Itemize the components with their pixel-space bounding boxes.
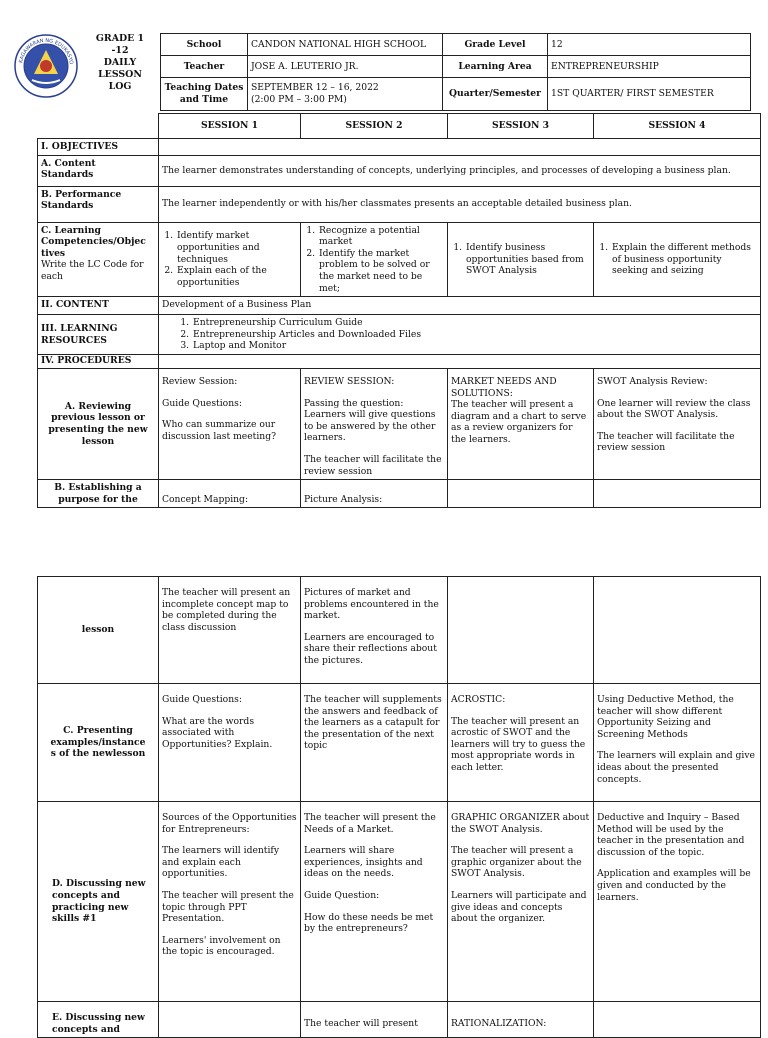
proc-e-session-3: RATIONALIZATION: (448, 1002, 594, 1038)
proc-b-session-4-top (594, 480, 761, 508)
svg-text:KAGAWARAN NG EDUKASYON: KAGAWARAN NG EDUKASYO (18, 37, 74, 65)
lc-session-1: 1. Identify market opportunities and techniques 2. Explain each of the opportunities (159, 222, 301, 297)
learning-competencies-label: C. Learning Competencies/Objec tives Write the LC Code for each (38, 222, 159, 297)
grade-level-label: Grade Level (443, 34, 548, 56)
proc-c-session-3: ACROSTIC: The teacher will present an acrostic of SWOT and the learners will try to guess the most appropriate words in each letter. (448, 684, 594, 802)
performance-standards-label: B. Performance Standards (38, 186, 159, 222)
learning-area-value: ENTREPRENEURSHIP (548, 56, 751, 78)
quarter-value: 1ST QUARTER/ FIRST SEMESTER (548, 78, 751, 111)
lc-session-3: 1. Identify business opportunities based from SWOT Analysis (448, 222, 594, 297)
deped-seal-logo (14, 34, 78, 98)
proc-b-session-2-top: Picture Analysis: (301, 480, 448, 508)
proc-e-session-2: The teacher will present (301, 1002, 448, 1038)
proc-b-label-cont: lesson (38, 577, 159, 684)
proc-a-session-1: Review Session: Guide Questions: Who can summarize our discussion last meeting? (159, 368, 301, 479)
proc-e-session-1 (159, 1002, 301, 1038)
proc-a-session-2: REVIEW SESSION: Passing the question: Learners will give questions to be answered by the other learners. The teacher will facilitate the review session (301, 368, 448, 479)
proc-c-session-4: Using Deductive Method, the teacher will show different Opportunity Seizing and Screening Methods The learners will explain and give ideas about the presented concepts. (594, 684, 761, 802)
lc-session-2: 1. Recognize a potential market 2. Identify the market problem to be solved or the market need to be met; (301, 222, 448, 297)
proc-a-label: A. Reviewing previous lesson or presenting the new lesson (38, 368, 159, 479)
dll-table-page2 (37, 576, 761, 1038)
session-1-header: SESSION 1 (159, 114, 301, 139)
proc-d-label: D. Discussing new concepts and practicing new skills #1 (38, 802, 159, 1002)
objectives-heading: I. OBJECTIVES (38, 139, 159, 156)
procedures-blank (159, 354, 761, 368)
learning-area-label: Learning Area (443, 56, 548, 78)
proc-e-label: E. Discussing new concepts and (38, 1002, 159, 1038)
proc-b-session-4 (594, 577, 761, 684)
proc-c-label: C. Presenting examples/instance s of the newlesson (38, 684, 159, 802)
teacher-label: Teacher (161, 56, 248, 78)
proc-b-session-2: Pictures of market and problems encountered in the market. Learners are encouraged to share their reflections about the pictures. (301, 577, 448, 684)
proc-b-session-3 (448, 577, 594, 684)
procedures-heading: IV. PROCEDURES (38, 354, 159, 368)
lc-session-4: 1. Explain the different methods of business opportunity seeking and seizing (594, 222, 761, 297)
grade-box-title: GRADE 1 -12 DAILY LESSON LOG (95, 33, 145, 92)
dll-table-page1 (37, 113, 761, 508)
performance-standards-text: The learner independently or with his/her classmates presents an acceptable detailed business plan. (159, 186, 761, 222)
school-value: CANDON NATIONAL HIGH SCHOOL (248, 34, 443, 56)
session-4-header: SESSION 4 (594, 114, 761, 139)
proc-b-session-3-top (448, 480, 594, 508)
content-text: Development of a Business Plan (159, 297, 761, 315)
proc-b-session-1: The teacher will present an incomplete concept map to be completed during the class discussion (159, 577, 301, 684)
teacher-value: JOSE A. LEUTERIO JR. (248, 56, 443, 78)
proc-d-session-1: Sources of the Opportunities for Entrepreneurs: The learners will identify and explain each opportunities. The teacher will present the topic through PPT Presentation. Learners' involvement on the topic is encouraged. (159, 802, 301, 1002)
proc-b-label-top: B. Establishing a purpose for the (38, 480, 159, 508)
proc-a-session-4: SWOT Analysis Review: One learner will review the class about the SWOT Analysis. The teacher will facilitate the review session (594, 368, 761, 479)
blank-corner (38, 114, 159, 139)
proc-a-session-3: MARKET NEEDS AND SOLUTIONS: The teacher will present a diagram and a chart to serve as a review organizers for the learners. (448, 368, 594, 479)
proc-e-session-4 (594, 1002, 761, 1038)
dates-label: Teaching Dates and Time (161, 78, 248, 111)
session-3-header: SESSION 3 (448, 114, 594, 139)
proc-b-session-1-top: Concept Mapping: (159, 480, 301, 508)
session-2-header: SESSION 2 (301, 114, 448, 139)
proc-c-session-2: The teacher will supplements the answers and feedback of the learners as a catapult for the presentation of the next topic (301, 684, 448, 802)
resources-label: III. LEARNING RESOURCES (38, 315, 159, 355)
objectives-blank (159, 139, 761, 156)
dates-value: SEPTEMBER 12 – 16, 2022 (2:00 PM – 3:00 PM) (248, 78, 443, 111)
school-label: School (161, 34, 248, 56)
proc-d-session-3: GRAPHIC ORGANIZER about the SWOT Analysis. The teacher will present a graphic organizer about the SWOT Analysis. Learners will participate and give ideas and concepts about the organizer. (448, 802, 594, 1002)
proc-c-session-1: Guide Questions: What are the words associated with Opportunities? Explain. (159, 684, 301, 802)
content-standards-label: A. Content Standards (38, 155, 159, 186)
grade-level-value: 12 (548, 34, 751, 56)
content-label: II. CONTENT (38, 297, 159, 315)
content-standards-text: The learner demonstrates understanding of concepts, underlying principles, and processes of developing a business plan. (159, 155, 761, 186)
quarter-label: Quarter/Semester (443, 78, 548, 111)
header-table (160, 33, 751, 111)
proc-d-session-2: The teacher will present the Needs of a Market. Learners will share experiences, insights and ideas on the needs. Guide Question: How do these needs be met by the entrepreneurs? (301, 802, 448, 1002)
proc-d-session-4: Deductive and Inquiry – Based Method will be used by the teacher in the presentation and discussion of the topic. Application and examples will be given and conducted by the learners. (594, 802, 761, 1002)
resources-list: 1. Entrepreneurship Curriculum Guide 2. Entrepreneurship Articles and Downloaded Files 3. Laptop and Monitor (159, 315, 761, 355)
